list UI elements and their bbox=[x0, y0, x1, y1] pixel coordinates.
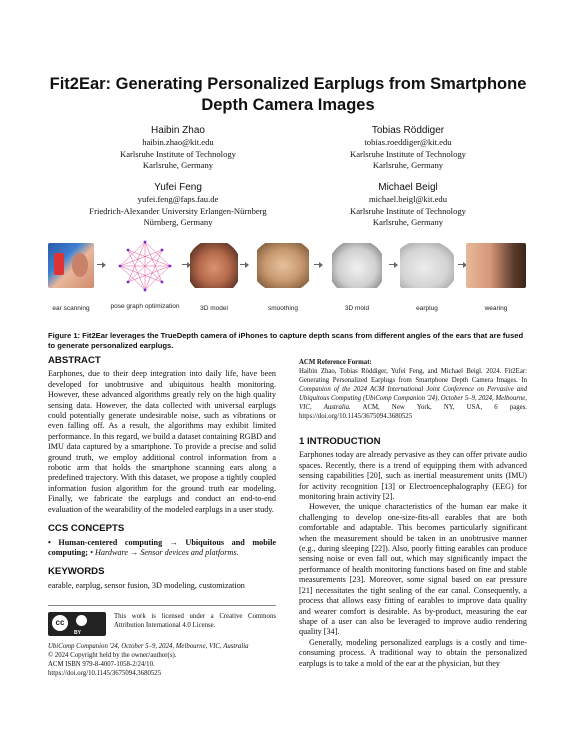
arrow-icon bbox=[240, 264, 246, 265]
person-icon bbox=[76, 615, 87, 626]
author-block-3 bbox=[58, 181, 298, 229]
figure-label: pose graph optimization bbox=[110, 303, 180, 310]
right-column bbox=[299, 358, 527, 669]
title-line-1: Fit2Ear: Generating Personalized Earplugs from Smartphone bbox=[49, 75, 527, 93]
abstract-heading: ABSTRACT bbox=[48, 355, 101, 366]
3d-mold-image bbox=[332, 243, 382, 288]
intro-paragraph-3: Generally, modeling personalized earplugs is a costly and time-consuming process. A traditional way to obtain the personalized earplugs is to take a mold of the ear at the physician, but they bbox=[299, 637, 527, 668]
phone-icon bbox=[48, 243, 94, 288]
ccs-concept-2: • Hardware → Sensor devices and platforms. bbox=[90, 547, 239, 557]
arrow-icon bbox=[314, 264, 320, 265]
acm-reference-text: Haibin Zhao, Tobias Röddiger, Yufei Feng, and Michael Beigl. 2024. Fit2Ear: Generating Personalized Earplugs from Smartphone Depth Camera Images. In bbox=[299, 368, 527, 384]
venue-line: UbiComp Companion '24, October 5–9, 2024, Melbourne, VIC, Australia bbox=[48, 643, 249, 651]
figure-label: 3D model bbox=[200, 305, 228, 312]
license-text: This work is licensed under a Creative Commons Attribution International 4.0 License. bbox=[114, 613, 276, 630]
venue-footer bbox=[48, 642, 276, 678]
figure-label: ear scanning bbox=[52, 305, 90, 312]
figure-label: wearing bbox=[484, 305, 508, 312]
author-affiliation: Friedrich-Alexander University Erlangen-Nürnberg bbox=[89, 205, 267, 216]
copyright-line: © 2024 Copyright held by the owner/author(s). bbox=[48, 652, 177, 660]
keywords-heading: KEYWORDS bbox=[48, 566, 105, 578]
arrow-icon bbox=[389, 264, 395, 265]
author-name: Haibin Zhao bbox=[151, 125, 205, 136]
acm-reference-heading: ACM Reference Format: bbox=[299, 359, 372, 366]
acm-reference bbox=[299, 358, 527, 421]
author-affiliation: Karlsruhe Institute of Technology bbox=[350, 205, 466, 216]
author-block-1 bbox=[98, 124, 258, 172]
keywords-text: earable, earplug, sensor fusion, 3D modeling, customization bbox=[48, 580, 245, 590]
author-name: Tobias Röddiger bbox=[371, 125, 445, 136]
author-name: Michael Beigl bbox=[378, 182, 438, 193]
intro-paragraph-1: Earphones today are already pervasive as they can offer private audio spaces. Recently, there is a trend of equipping them with advanced sensing capabilities [20], such as inertial measurement units (IMU) for activity recognition [13] or Electroencephalography (EEG) for monitoring brain activity [2]. bbox=[299, 450, 527, 502]
author-affiliation: Karlsruhe Institute of Technology bbox=[350, 148, 466, 159]
author-name: Yufei Feng bbox=[154, 182, 202, 193]
arrow-icon bbox=[97, 264, 103, 265]
cc-mark: cc bbox=[52, 615, 68, 631]
pose-graph-image bbox=[110, 238, 180, 293]
ccs-heading: CCS CONCEPTS bbox=[48, 523, 125, 535]
author-location: Nürnberg, Germany bbox=[143, 217, 213, 227]
author-location: Karlsruhe, Germany bbox=[372, 217, 444, 227]
divider bbox=[48, 605, 276, 606]
teaser-figure bbox=[48, 243, 528, 323]
abstract-text: Earphones, due to their deep integration into daily life, have been developed for unobtrusive and ubiquitous health monitoring. However, these advanced algorithms greatly rely on the high quality sensing data. However, the data collected with universal earplugs could potentially generate undesirable noise, such as vibrations or even falling off. As a result, the algorithms may exhibit limited performance. In this regard, we build a dataset containing RGBD and IMU data captured by a smartphone. To provide a precise and solid ground truth, we employ additional control information from a robotic arm that holds the smartphone scanning ears along a predefined trajectory. With this dataset, we propose a tightly coupled information fusion algorithm for the ground truth ear modeling. Finally, we fabricate the earplugs and conduct an end-to-end evaluation of the wearability of the modeled earplugs in a user study. bbox=[48, 369, 276, 514]
author-affiliation: Karlsruhe Institute of Technology bbox=[120, 148, 236, 159]
3d-model-image bbox=[190, 243, 238, 288]
arrow-icon bbox=[182, 264, 188, 265]
isbn-line: ACM ISBN 979-8-4007-1058-2/24/10. bbox=[48, 661, 155, 669]
author-email[interactable]: haibin.zhao@kit.edu bbox=[142, 137, 214, 147]
figure-label: 3D mold bbox=[344, 305, 370, 312]
author-email[interactable]: michael.beigl@kit.edu bbox=[368, 194, 448, 204]
acm-reference-venue: Companion of the 2024 ACM International Joint Conference on Pervasive and Ubiquitous Computing (UbiComp Companion '24), October 5–9, 2024, Melbourne, VIC, Australia. bbox=[299, 386, 527, 411]
arrow-icon bbox=[458, 264, 464, 265]
introduction-heading: 1 INTRODUCTION bbox=[299, 436, 381, 447]
earplug-image bbox=[400, 243, 454, 288]
smoothing-image bbox=[257, 243, 309, 288]
doi-link[interactable]: https://doi.org/10.1145/3675094.3680525 bbox=[48, 670, 162, 678]
author-block-4 bbox=[318, 181, 498, 229]
ccs-concepts bbox=[48, 538, 276, 559]
wearing-photo bbox=[466, 243, 526, 288]
cc-by-text: BY bbox=[74, 630, 81, 637]
author-location: Karlsruhe, Germany bbox=[372, 160, 444, 170]
figure-caption: Figure 1: Fit2Ear leverages the TrueDepth camera of iPhones to capture depth scans from different angles of the ears that are fused to generate personalized earplugs. bbox=[48, 331, 524, 350]
figure-label: earplug bbox=[416, 305, 438, 312]
creative-commons-logo[interactable] bbox=[48, 612, 106, 636]
author-location: Karlsruhe, Germany bbox=[142, 160, 214, 170]
title-line-2: Depth Camera Images bbox=[201, 96, 375, 114]
author-block-2 bbox=[318, 124, 498, 172]
ccs-concept-1: • Human-centered computing → Ubiquitous and mobile computing; bbox=[48, 537, 276, 557]
license-box bbox=[48, 612, 276, 636]
author-email[interactable]: yufei.feng@faps.fau.de bbox=[137, 194, 219, 204]
ear-scanning-photo bbox=[48, 243, 94, 288]
acm-reference-doi[interactable]: ACM, New York, NY, USA, 6 pages. https://doi.org/10.1145/3675094.3680525 bbox=[299, 404, 527, 420]
left-column bbox=[48, 356, 276, 678]
author-email[interactable]: tobias.roeddiger@kit.edu bbox=[364, 137, 452, 147]
paper-title bbox=[0, 74, 576, 116]
figure-label: smoothing bbox=[268, 305, 298, 312]
intro-paragraph-2: However, the unique characteristics of the human ear make it challenging to develop one-size-fits-all earables that are both comfortable and adaptable. This becomes particularly significant when the measurement should be taken in an unobtrusive manner (e.g., during sleeping [22]). Also, poorly fitting earables can produce sensing noise or even fall out, which may significantly impact the performance of health monitoring functions based on fine and stable measurements [23]. Moreover, some signal based on ear pressure [21] necessitates the tight sealing of the ear canal. Consequently, a process that allows easy fitting of earables to improve data quality and wearer comfort is desirable. As by-product, measuring the ear shape of a user can also be leveraged to improve audio rendering quality [34]. bbox=[299, 502, 527, 637]
